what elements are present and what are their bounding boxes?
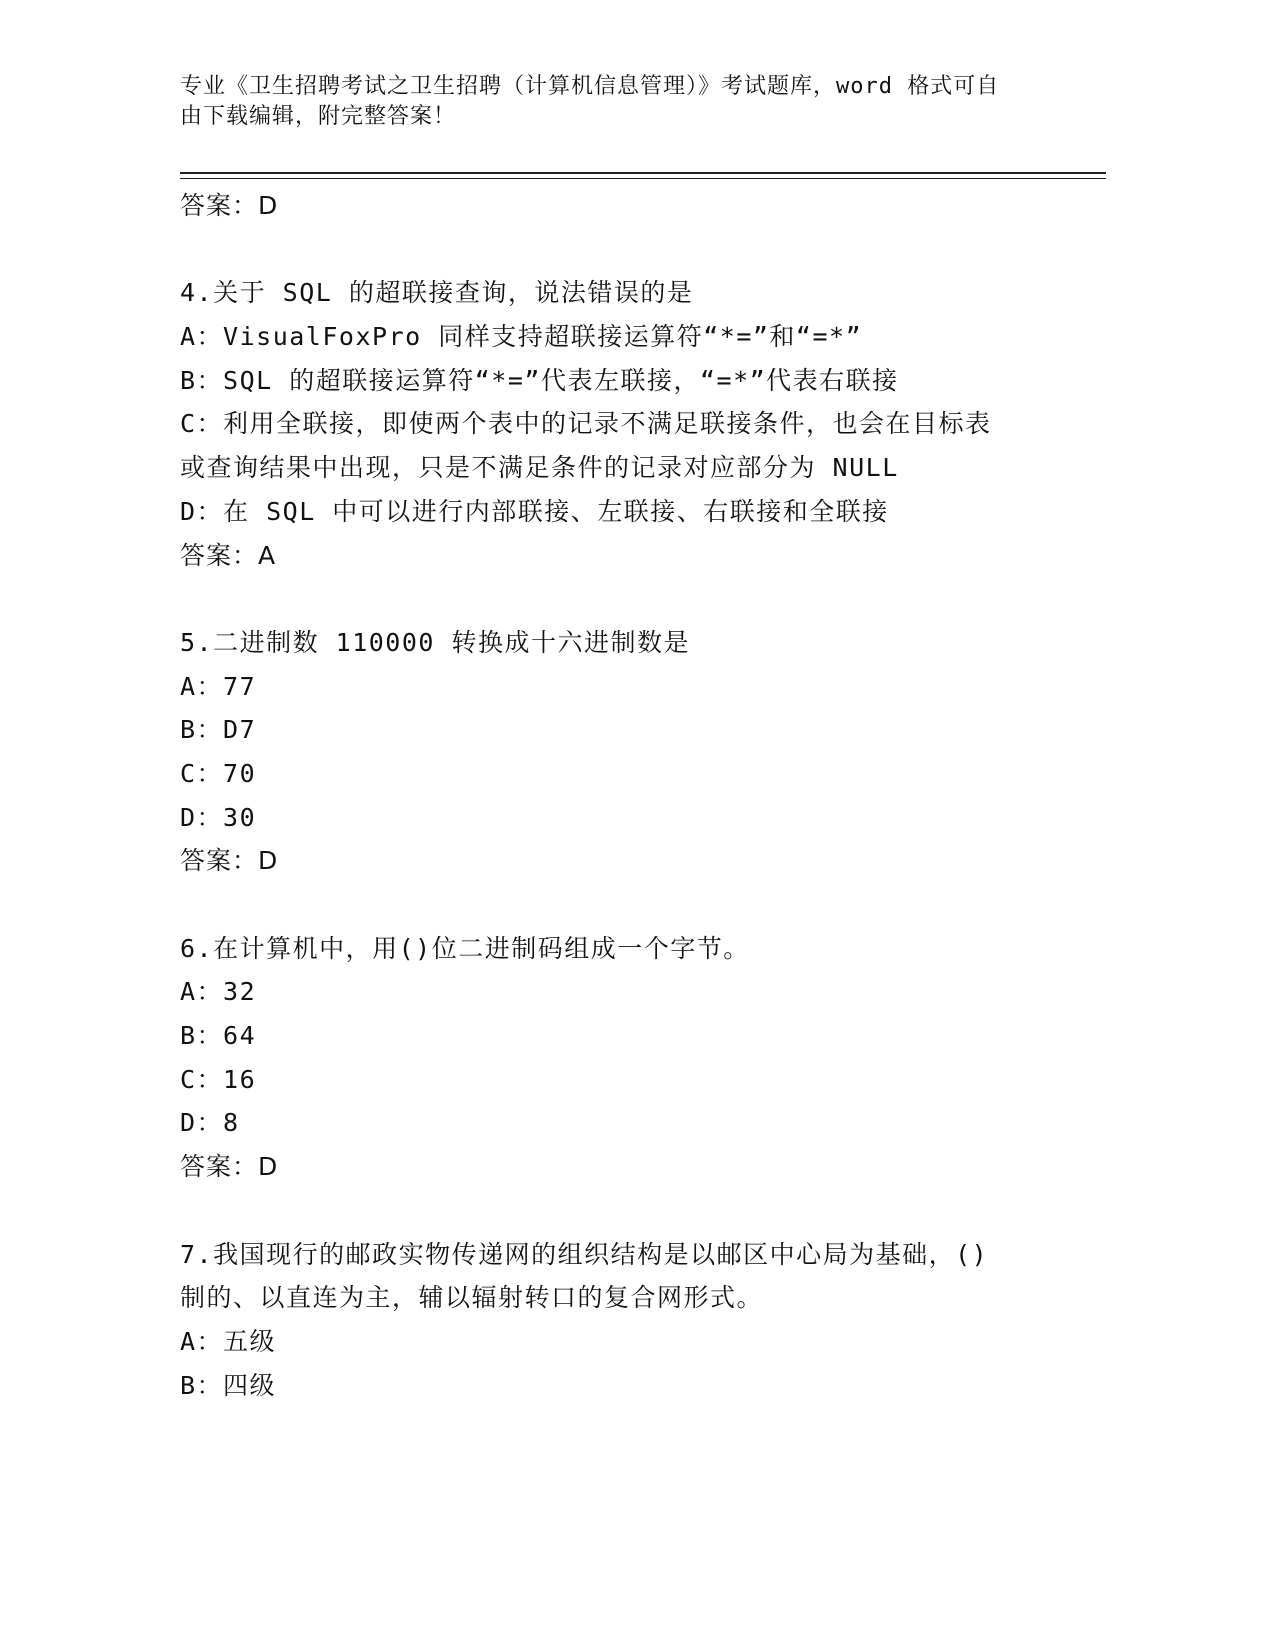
option-a: A：五级: [180, 1326, 277, 1356]
option-b: B：64: [180, 1021, 257, 1051]
option-a: A：77: [180, 671, 257, 701]
option-c-continued: 或查询结果中出现，只是不满足条件的记录对应部分为 NULL: [180, 453, 899, 483]
option-a: A：VisualFoxPro 同样支持超联接运算符“*=”和“=*”: [180, 322, 863, 352]
answer-line: 答案：D: [180, 1152, 279, 1182]
option-d: D：30: [180, 802, 257, 832]
header-line-2: 由下载编辑，附完整答案！: [180, 104, 457, 129]
question-stem: 6.在计算机中，用()位二进制码组成一个字节。: [180, 933, 750, 963]
option-d: D：在 SQL 中可以进行内部联接、左联接、右联接和全联接: [180, 496, 889, 526]
question-stem-continued: 制的、以直连为主，辅以辐射转口的复合网形式。: [180, 1283, 764, 1313]
option-d: D：8: [180, 1108, 240, 1138]
question-block: [180, 621, 1080, 883]
option-b: B：SQL 的超联接运算符“*=”代表左联接，“=*”代表右联接: [180, 365, 899, 395]
answer-line: 答案：D: [180, 191, 279, 220]
header-divider-thin: [180, 178, 1106, 179]
option-a: A：32: [180, 977, 257, 1007]
answer-line: 答案：D: [180, 846, 279, 876]
answer-line: 答案：A: [180, 540, 277, 570]
option-c: C：利用全联接，即使两个表中的记录不满足联接条件，也会在目标表: [180, 409, 992, 439]
question-block: [180, 927, 1080, 1189]
header-divider-thick: [180, 172, 1106, 174]
question-stem: 4.关于 SQL 的超联接查询，说法错误的是: [180, 278, 694, 308]
header-line-1: 专业《卫生招聘考试之卫生招聘（计算机信息管理）》考试题库，word 格式可自: [180, 74, 1000, 99]
option-b: B：D7: [180, 715, 257, 745]
option-b: B：四级: [180, 1370, 277, 1400]
question-list: [180, 184, 1080, 1407]
question-block: [180, 1233, 1080, 1408]
question-stem: 5.二进制数 110000 转换成十六进制数是: [180, 627, 691, 657]
option-c: C：70: [180, 758, 257, 788]
option-c: C：16: [180, 1064, 257, 1094]
question-stem: 7.我国现行的邮政实物传递网的组织结构是以邮区中心局为基础，(): [180, 1239, 989, 1269]
document-header: [180, 72, 1060, 132]
question-block: [180, 271, 1080, 577]
